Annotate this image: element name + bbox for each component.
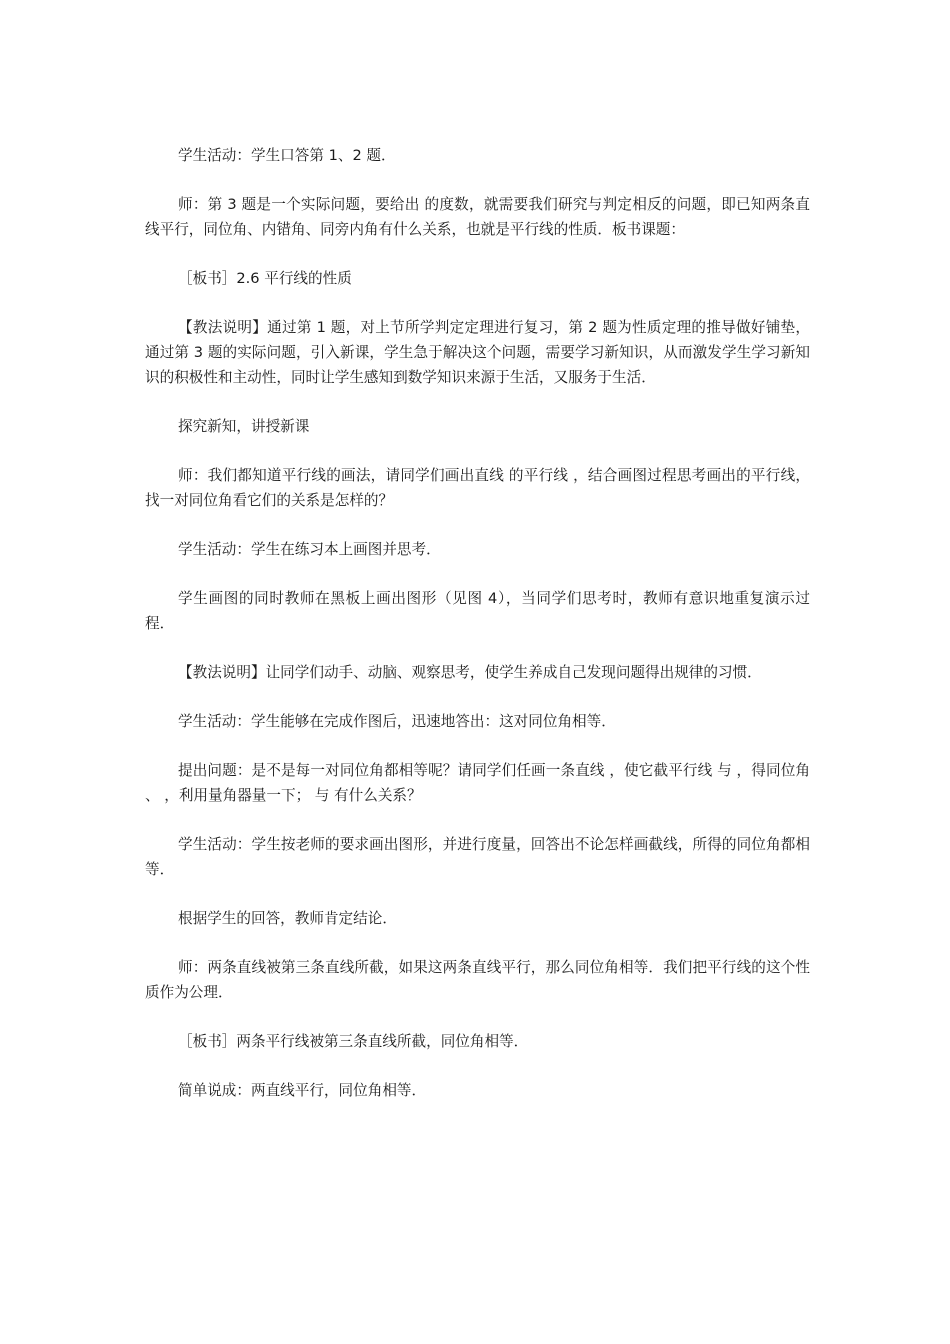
paragraph-student-activity-1: 学生活动：学生口答第 1、2 题． (178, 147, 396, 164)
paragraph-teaching-note-2: 【教法说明】让同学们动手、动脑、观察思考，使学生养成自己发现问题得出规律的习惯． (178, 664, 762, 681)
paragraph-board-drawing: 学生画图的同时教师在黑板上画出图形（见图 4），当同学们思考时，教师有意识地重复演示过程． (145, 590, 810, 632)
paragraph-board-axiom: ［板书］两条平行线被第三条直线所截，同位角相等． (178, 1033, 529, 1050)
paragraph-student-activity-2: 学生活动：学生在练习本上画图并思考． (178, 541, 441, 558)
paragraph-teacher-confirm: 根据学生的回答，教师肯定结论． (178, 910, 397, 927)
paragraph-section-heading: 探究新知，讲授新课 (178, 418, 310, 435)
paragraph-raise-question: 提出问题：是不是每一对同位角都相等呢？请同学们任画一条直线 ，使它截平行线 与 ，得同位角 、 ，利用量角器量一下； 与 有什么关系？ (145, 762, 810, 804)
paragraph-student-activity-4: 学生活动：学生按老师的要求画出图形，并进行度量，回答出不论怎样画截线，所得的同位角都相等． (145, 836, 810, 878)
paragraph-board-title: ［板书］2.6 平行线的性质 (178, 270, 352, 287)
paragraph-teacher-axiom: 师：两条直线被第三条直线所截，如果这两条直线平行，那么同位角相等．我们把平行线的这个性质作为公理． (145, 959, 810, 1001)
paragraph-teacher-question-3: 师：第 3 题是一个实际问题，要给出 的度数，就需要我们研究与判定相反的问题，即已知两条直线平行，同位角、内错角、同旁内角有什么关系，也就是平行线的性质．板书课题： (145, 196, 810, 238)
paragraph-teaching-note-1: 【教法说明】通过第 1 题，对上节所学判定定理进行复习，第 2 题为性质定理的推导做好铺垫，通过第 3 题的实际问题，引入新课，学生急于解决这个问题，需要学习新知识，从而激发学生学习新知识的积极性和主动性，同时让学生感知到数学知识来源于生活，又服务于生活． (145, 319, 810, 386)
paragraph-short-form: 简单说成：两直线平行，同位角相等． (178, 1082, 427, 1099)
paragraph-student-activity-3: 学生活动：学生能够在完成作图后，迅速地答出：这对同位角相等． (178, 713, 616, 730)
paragraph-teacher-parallel-lines: 师：我们都知道平行线的画法，请同学们画出直线 的平行线 ，结合画图过程思考画出的平行线，找一对同位角看它们的关系是怎样的？ (145, 467, 810, 509)
document-body (145, 143, 810, 1127)
